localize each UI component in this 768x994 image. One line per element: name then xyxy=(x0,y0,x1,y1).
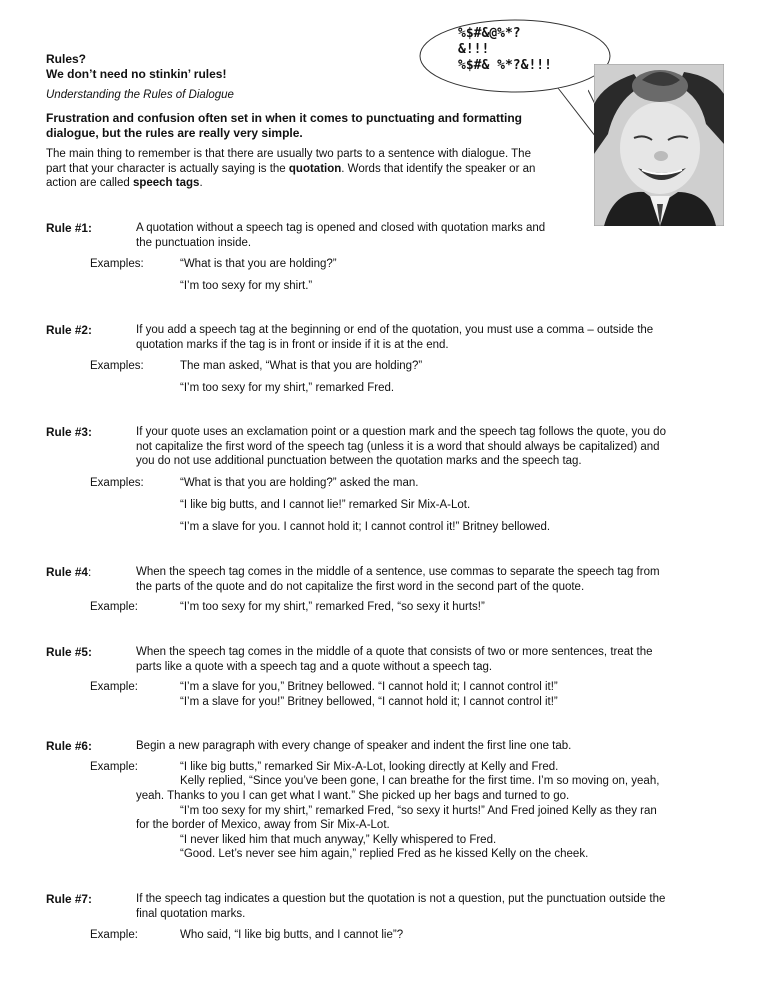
rule-3-examples-label: Examples: xyxy=(90,477,144,489)
rule-3-example: “What is that you are holding?” asked the man. xyxy=(180,477,419,489)
rule-5-line: parts like a quote with a speech tag and a quote without a speech tag. xyxy=(136,660,493,673)
rule-1-title: Rule #1: xyxy=(46,221,92,235)
bubble-line-2: &!!! xyxy=(458,42,490,57)
rule-3-line: If your quote uses an exclamation point or a question mark and the speech tag follows the quote, you do xyxy=(136,426,666,438)
rule-6-paragraph-cont: yeah. Thanks to you I can get what I want.” She picked up her bags and turned to go. xyxy=(136,790,570,802)
rule-3-text xyxy=(136,425,726,469)
rule-3-line: not capitalize the first word of the speech tag (unless it is a word that should always be capitalized) and xyxy=(136,440,660,453)
rule-6-paragraph: “I never liked him that much anyway,” Kelly whispered to Fred. xyxy=(180,834,497,846)
rule-7-text xyxy=(136,892,726,921)
rule-4-colon: : xyxy=(87,565,92,579)
rule-4-title xyxy=(46,565,91,579)
rule-5-example-label: Example: xyxy=(90,681,138,693)
bubble-text xyxy=(458,26,552,74)
intro-bold-line-1: Frustration and confusion often set in when it comes to punctuating and formatting xyxy=(46,111,522,125)
rule-1-text xyxy=(136,221,726,250)
rule-4-text xyxy=(136,565,726,594)
rule-2-example: The man asked, “What is that you are holding?” xyxy=(180,360,423,372)
subtitle: Understanding the Rules of Dialogue xyxy=(46,89,234,101)
rule-4-example: “I’m too sexy for my shirt,” remarked Fred, “so sexy it hurts!” xyxy=(180,601,485,613)
rule-3-title: Rule #3: xyxy=(46,425,92,439)
rule-3-example: “I like big butts, and I cannot lie!” remarked Sir Mix-A-Lot. xyxy=(180,499,471,511)
rule-1-line: the punctuation inside. xyxy=(136,236,252,249)
bubble-line-3: %$#& %*?&!!! xyxy=(458,58,552,73)
rule-1-line: A quotation without a speech tag is opened and closed with quotation marks and xyxy=(136,222,546,234)
title-line-2: We don’t need no stinkin’ rules! xyxy=(46,67,227,81)
rule-7-example-label: Example: xyxy=(90,929,138,941)
rule-6-paragraph: Kelly replied, “Since you’ve been gone, I can breathe for the first time. I’m so moving on, yeah, xyxy=(180,775,660,787)
rule-7-line: If the speech tag indicates a question but the quotation is not a question, put the punctuation outside the xyxy=(136,893,666,905)
rule-4-line: When the speech tag comes in the middle of a sentence, use commas to separate the speech tag from xyxy=(136,566,660,578)
rule-5-text xyxy=(136,645,726,674)
rule-7-line: final quotation marks. xyxy=(136,907,246,920)
rule-6-paragraph: “I’m too sexy for my shirt,” remarked Fred, “so sexy it hurts!” And Fred joined Kelly as they ran xyxy=(180,805,657,817)
rule-3-line: you do not use additional punctuation between the quotation marks and the speech tag. xyxy=(136,455,582,467)
rule-5-example: “I’m a slave for you!” Britney bellowed, “I cannot hold it; I cannot control it!” xyxy=(180,696,558,708)
rule-2-line: If you add a speech tag at the beginning or end of the quotation, you must use a comma – outside the xyxy=(136,324,654,336)
rule-6-paragraph: “I like big butts,” remarked Sir Mix-A-Lot, looking directly at Kelly and Fred. xyxy=(180,761,559,773)
intro-bold-line-2: dialogue, but the rules are really very simple. xyxy=(46,125,303,140)
term-speech-tags: speech tags xyxy=(132,177,200,189)
frustrated-man-photo xyxy=(594,64,724,226)
intro-line-1: The main thing to remember is that there are usually two parts to a sentence with dialogue. The xyxy=(46,148,531,160)
rule-2-example: “I’m too sexy for my shirt,” remarked Fred. xyxy=(180,382,395,394)
rule-6-text: Begin a new paragraph with every change of speaker and indent the first line one tab. xyxy=(136,740,572,752)
rule-4-example-label: Example: xyxy=(90,601,138,613)
rule-1-examples-label: Examples: xyxy=(90,258,144,270)
rule-7-example: Who said, “I like big butts, and I cannot lie”? xyxy=(180,929,404,941)
rule-2-line: quotation marks if the tag is in front or inside if it is at the end. xyxy=(136,338,449,351)
rule-6-paragraph-cont: for the border of Mexico, away from Sir Mix-A-Lot. xyxy=(136,819,390,831)
term-quotation: quotation xyxy=(288,162,342,175)
title-line-1: Rules? xyxy=(46,52,87,66)
rule-5-line: When the speech tag comes in the middle of a quote that consists of two or more sentences, treat the xyxy=(136,646,653,658)
intro-text: . Words that identify the speaker or an xyxy=(341,162,536,175)
rule-7-title: Rule #7: xyxy=(46,892,92,906)
rule-1-example: “What is that you are holding?” xyxy=(180,258,337,270)
rule-1-example: “I’m too sexy for my shirt.” xyxy=(180,280,313,292)
rule-2-examples-label: Examples: xyxy=(90,360,144,372)
rule-6-title: Rule #6: xyxy=(46,739,92,753)
page-title xyxy=(46,52,226,82)
intro-text: part that your character is actually saying is the xyxy=(46,162,289,175)
rule-3-example: “I’m a slave for you. I cannot hold it; I cannot control it!” Britney bellowed. xyxy=(180,521,551,533)
rule-2-title: Rule #2: xyxy=(46,323,92,337)
rule-6-paragraph: “Good. Let’s never see him again,” replied Fred as he kissed Kelly on the cheek. xyxy=(180,848,589,860)
rule-5-example: “I’m a slave for you,” Britney bellowed. “I cannot hold it; I cannot control it!” xyxy=(180,681,558,693)
rule-5-title: Rule #5: xyxy=(46,645,92,659)
rule-4-line: the parts of the quote and do not capitalize the first word in the second part of the quote. xyxy=(136,580,585,593)
intro-text: . xyxy=(199,177,203,189)
rule-2-text xyxy=(136,323,726,352)
rule-6-example-label: Example: xyxy=(90,761,138,773)
intro-text: action are called xyxy=(46,177,133,189)
rule-4-title-text: Rule #4 xyxy=(46,565,88,579)
bubble-line-1: %$#&@%*? xyxy=(458,26,521,41)
